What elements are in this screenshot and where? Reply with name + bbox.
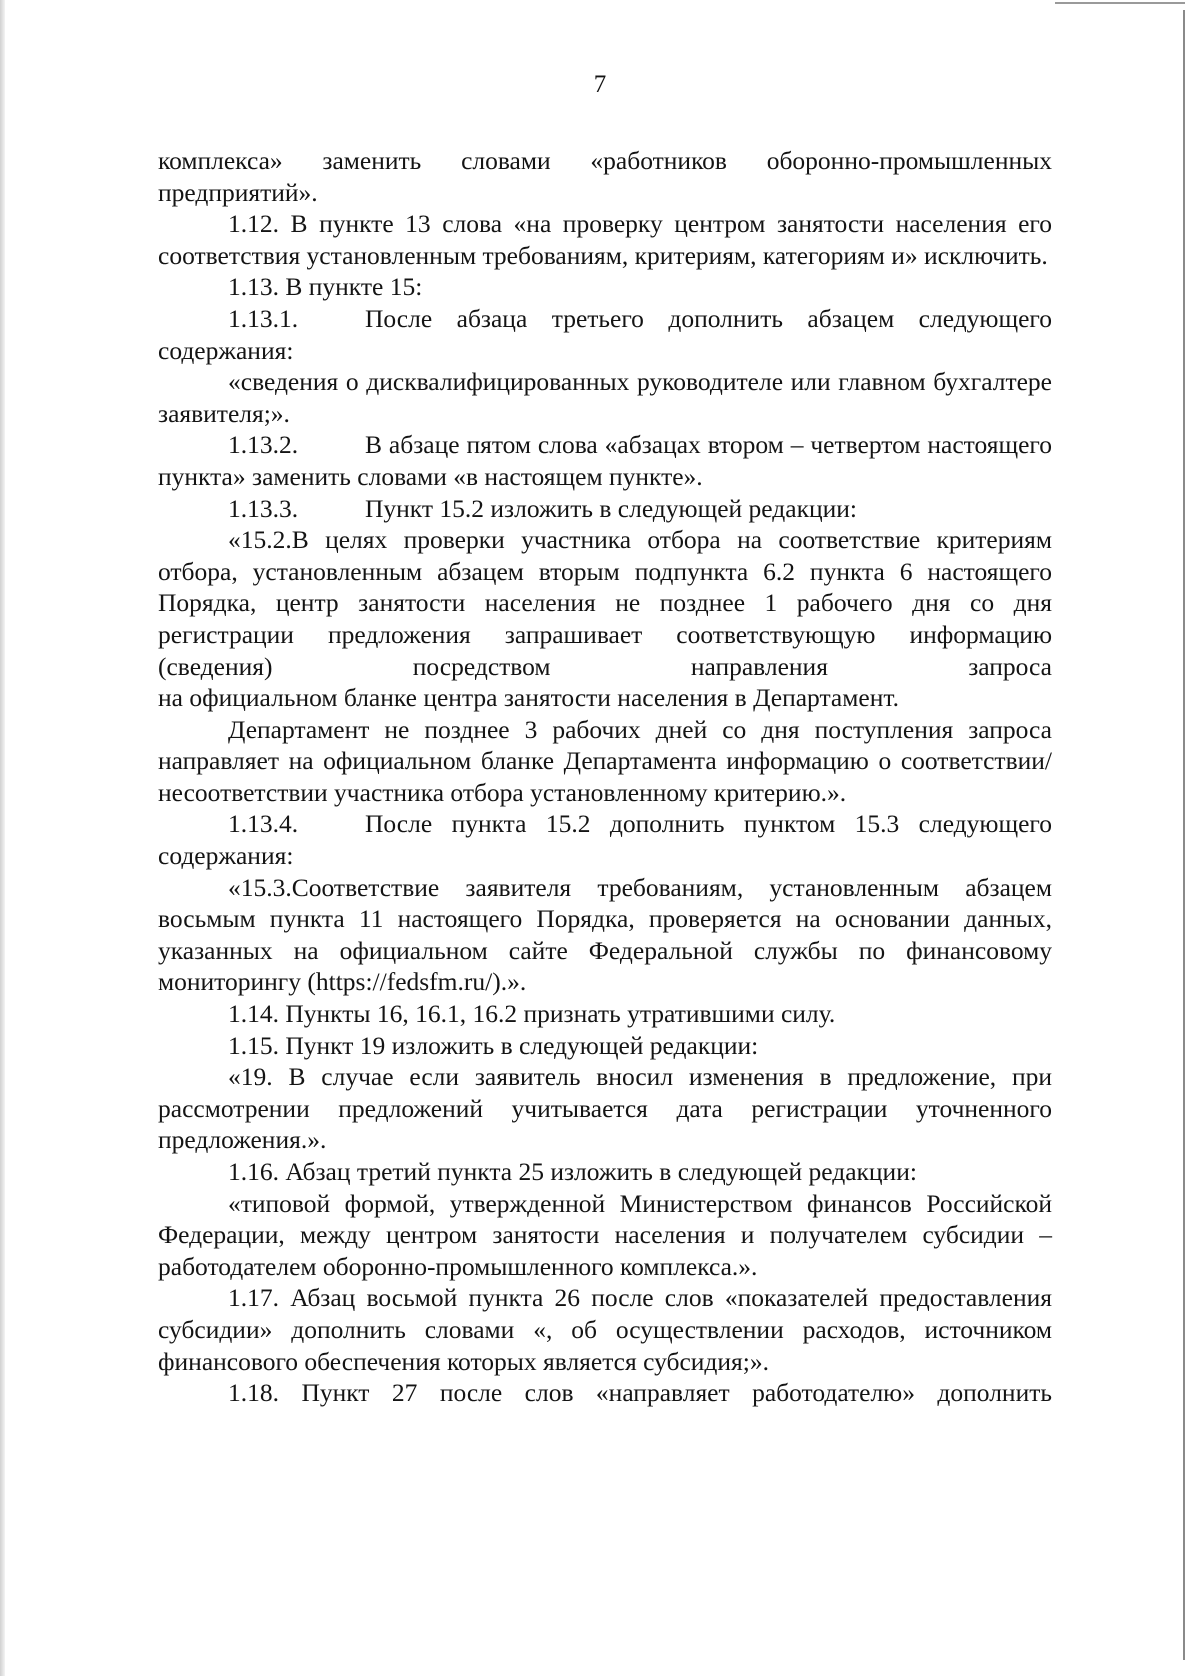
quoted-paragraph-15-2: «15.2.В целях проверки участника отбора на соответствие критериям отбора, установленным абзацем вторым подпункта 6.2 пункта 6 настоящего Порядка, центр занятости населения не позднее 1 рабочего дня со дня регистрации предложения запрашивает соответствующую информацию (сведения) посредством направления запроса — [158, 525, 1052, 681]
subitem-number: 1.13.3. — [228, 493, 299, 523]
paragraph-1-13-2 — [158, 429, 1052, 492]
subitem-number: 1.13.4. — [228, 809, 299, 839]
paragraph-1-18: 1.18. Пункт 27 после слов «направляет работодателю» дополнить — [228, 1378, 1052, 1408]
scan-edge-top — [1055, 2, 1185, 4]
subitem-text: После пункта 15.2 дополнить пунктом 15.3 следующего содержания: — [158, 809, 1052, 871]
paragraph-1-14: 1.14. Пункты 16, 16.1, 16.2 признать утратившими силу. — [228, 999, 836, 1029]
paragraph-department: Департамент не позднее 3 рабочих дней со дня поступления запроса направляет на официальном бланке Департамента информацию о соответствии/несоответствии участника отбора установленному критерию.». — [158, 714, 1052, 807]
paragraph-1-12: 1.12. В пункте 13 слова «на проверку центром занятости населения его соответствия установленным требованиям, критериям, категориям и» исключить. — [158, 209, 1052, 270]
quoted-paragraph-19: «19. В случае если заявитель вносил изменения в предложение, при рассмотрении предложений учитывается дата регистрации уточненного предложения.». — [158, 1062, 1052, 1155]
subitem-text: Пункт 15.2 изложить в следующей редакции: — [365, 493, 857, 523]
quoted-paragraph-15-3: «15.3.Соответствие заявителя требованиям, установленным абзацем восьмым пункта 11 настоящего Порядка, проверяется на основании данных, указанных на официальном сайте Федеральной службы по финансовому мониторингу (https://fedsfm.ru/).». — [158, 872, 1052, 997]
paragraph-1-17: 1.17. Абзац восьмой пункта 26 после слов «показателей предоставления субсидии» дополнить словами «, об осуществлении расходов, источником финансового обеспечения которых является субсидия;». — [158, 1283, 1052, 1376]
paragraph-1-13: 1.13. В пункте 15: — [228, 272, 423, 302]
subitem-text: После абзаца третьего дополнить абзацем следующего содержания: — [158, 303, 1052, 365]
scan-edge-right — [1183, 10, 1185, 1660]
paragraph-1-13-4 — [158, 808, 1052, 871]
scan-edge-left — [0, 0, 5, 1676]
subitem-number: 1.13.2. — [228, 430, 299, 460]
paragraph-1-13-1 — [158, 303, 1052, 366]
page-number: 7 — [593, 71, 607, 98]
paragraph-1-16: 1.16. Абзац третий пункта 25 изложить в следующей редакции: — [228, 1157, 917, 1186]
document-body — [158, 145, 1052, 1409]
paragraph-continuation: на официальном бланке центра занятости населения в Департамент. — [158, 683, 899, 713]
subitem-text: В абзаце пятом слова «абзацах втором – четвертом настоящего пункта» заменить словами «в настоящем пункте». — [158, 430, 1052, 491]
quoted-paragraph: «сведения о дисквалифицированных руководителе или главном бухгалтере заявителя;». — [158, 367, 1052, 428]
subitem-number: 1.13.1. — [228, 303, 299, 333]
quoted-paragraph-typical-form: «типовой формой, утвержденной Министерством финансов Российской Федерации, между центром занятости населения и получателем субсидии – работодателем оборонно-промышленного комплекса.». — [158, 1188, 1052, 1281]
paragraph-1-15: 1.15. Пункт 19 изложить в следующей редакции: — [228, 1030, 759, 1060]
paragraph: комплекса» заменить словами «работников оборонно-промышленных предприятий». — [158, 146, 1052, 207]
paragraph-1-13-3 — [158, 493, 1052, 525]
